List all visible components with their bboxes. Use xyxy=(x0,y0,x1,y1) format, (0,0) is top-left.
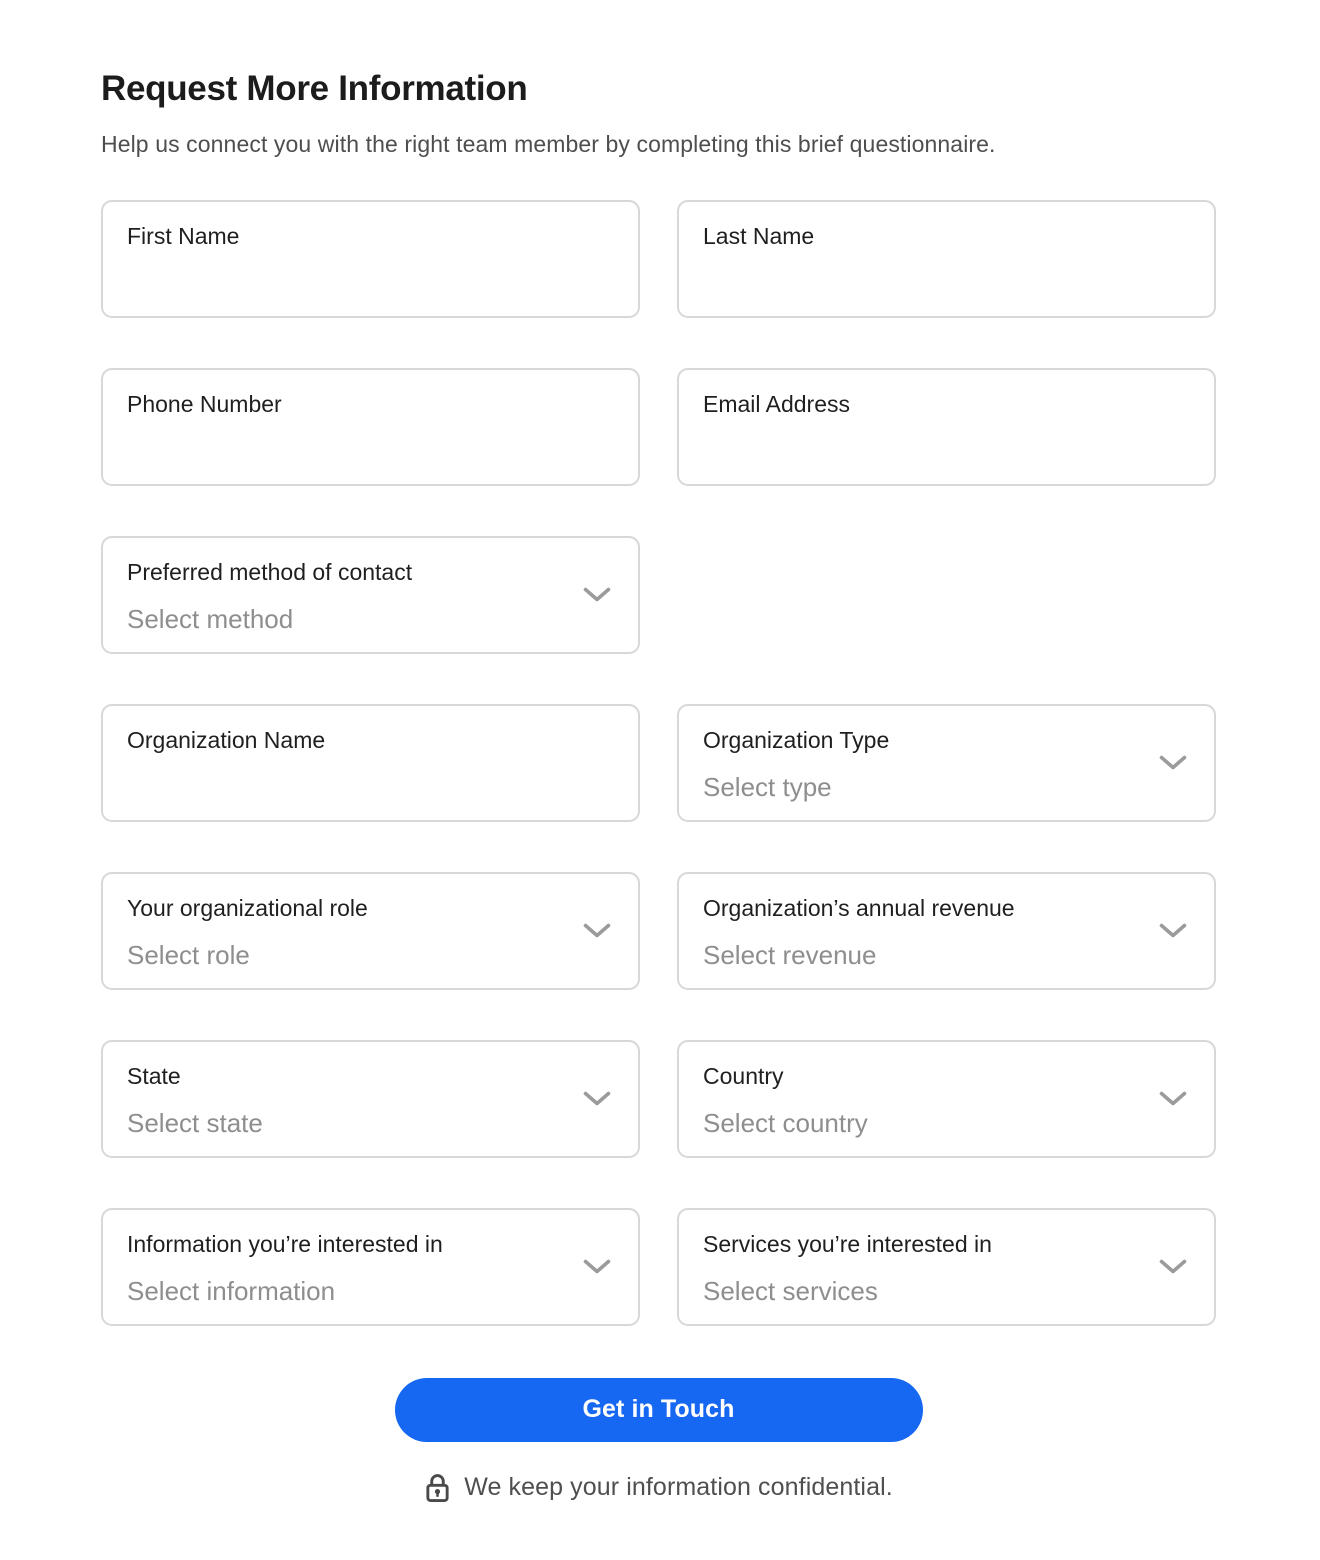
information-interest-label: Information you’re interested in xyxy=(127,1230,443,1257)
country-label: Country xyxy=(703,1062,784,1089)
first-name-label: First Name xyxy=(127,222,240,249)
last-name-input[interactable] xyxy=(703,256,1154,298)
services-interest-select[interactable] xyxy=(677,1208,1216,1326)
email-address-input[interactable] xyxy=(703,424,1154,466)
country-placeholder: Select country xyxy=(703,1107,868,1138)
organization-type-placeholder: Select type xyxy=(703,771,832,802)
page-subtitle: Help us connect you with the right team member by completing this brief questionnaire. xyxy=(101,130,996,157)
state-label: State xyxy=(127,1062,181,1089)
form-grid xyxy=(101,200,1216,1326)
contact-method-select[interactable] xyxy=(101,536,640,654)
chevron-down-icon xyxy=(1159,755,1187,771)
chevron-down-icon xyxy=(583,587,611,603)
country-select[interactable] xyxy=(677,1040,1216,1158)
phone-number-field xyxy=(101,368,640,486)
chevron-down-icon xyxy=(1159,923,1187,939)
submit-row xyxy=(101,1378,1216,1442)
organization-name-input[interactable] xyxy=(127,760,578,802)
services-interest-label: Services you’re interested in xyxy=(703,1230,992,1257)
grid-spacer xyxy=(677,536,1216,654)
email-address-label: Email Address xyxy=(703,390,851,417)
annual-revenue-placeholder: Select revenue xyxy=(703,939,877,970)
phone-number-input[interactable] xyxy=(127,424,578,466)
phone-number-label: Phone Number xyxy=(127,390,282,417)
chevron-down-icon xyxy=(583,923,611,939)
organizational-role-select[interactable] xyxy=(101,872,640,990)
organization-type-select[interactable] xyxy=(677,704,1216,822)
first-name-field xyxy=(101,200,640,318)
last-name-label: Last Name xyxy=(703,222,815,249)
state-placeholder: Select state xyxy=(127,1107,263,1138)
get-in-touch-button[interactable]: Get in Touch xyxy=(395,1378,923,1442)
organization-name-label: Organization Name xyxy=(127,726,326,753)
chevron-down-icon xyxy=(1159,1091,1187,1107)
organizational-role-placeholder: Select role xyxy=(127,939,250,970)
chevron-down-icon xyxy=(583,1091,611,1107)
lock-icon xyxy=(424,1472,451,1503)
last-name-field xyxy=(677,200,1216,318)
annual-revenue-select[interactable] xyxy=(677,872,1216,990)
state-select[interactable] xyxy=(101,1040,640,1158)
page-title: Request More Information xyxy=(101,69,528,108)
services-interest-placeholder: Select services xyxy=(703,1275,878,1306)
organization-type-label: Organization Type xyxy=(703,726,890,753)
email-address-field xyxy=(677,368,1216,486)
privacy-row xyxy=(101,1472,1216,1503)
information-interest-placeholder: Select information xyxy=(127,1275,336,1306)
annual-revenue-label: Organization’s annual revenue xyxy=(703,894,1015,921)
organization-name-field xyxy=(101,704,640,822)
contact-method-placeholder: Select method xyxy=(127,603,294,634)
privacy-note: We keep your information confidential. xyxy=(464,1472,893,1501)
chevron-down-icon xyxy=(1159,1259,1187,1275)
contact-method-label: Preferred method of contact xyxy=(127,558,413,585)
chevron-down-icon xyxy=(583,1259,611,1275)
information-interest-select[interactable] xyxy=(101,1208,640,1326)
organizational-role-label: Your organizational role xyxy=(127,894,368,921)
first-name-input[interactable] xyxy=(127,256,578,298)
